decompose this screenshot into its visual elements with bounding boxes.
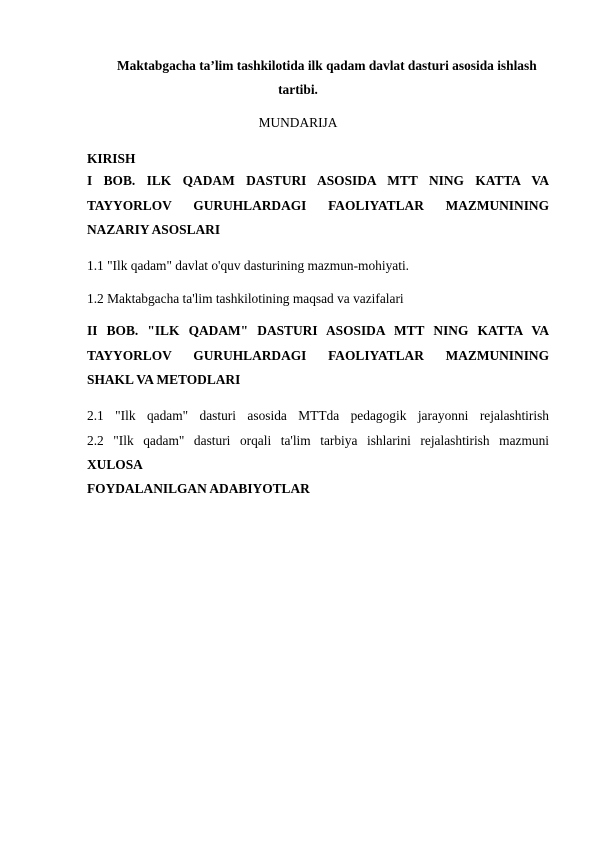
toc-chapter-1-line-1: I BOB. ILK QADAM DASTURI ASOSIDA MTT NING KATTA VA [87, 173, 549, 188]
document-title-line-1: Maktabgacha ta’lim tashkilotida ilk qadam davlat dasturi asosida ishlash [117, 58, 537, 73]
contents-heading: MUNDARIJA [258, 115, 338, 130]
toc-conclusion: XULOSA [87, 457, 143, 472]
toc-section-2-1: 2.1 "Ilk qadam" dasturi asosida MTTda pedagogik jarayonni rejalashtirish [87, 408, 549, 423]
toc-chapter-1-line-2: TAYYORLOV GURUHLARDAGI FAOLIYATLAR MAZMUNINING [87, 198, 549, 213]
toc-section-1-2: 1.2 Maktabgacha ta'lim tashkilotining maqsad va vazifalari [87, 291, 404, 306]
toc-chapter-2-line-3: SHAKL VA METODLARI [87, 372, 241, 387]
toc-chapter-2-line-2: TAYYORLOV GURUHLARDAGI FAOLIYATLAR MAZMUNINING [87, 348, 549, 363]
toc-references: FOYDALANILGAN ADABIYOTLAR [87, 481, 310, 496]
toc-chapter-2-line-1: II BOB. "ILK QADAM" DASTURI ASOSIDA MTT NING KATTA VA [87, 323, 549, 338]
toc-chapter-1-line-3: NAZARIY ASOSLARI [87, 222, 221, 237]
document-title-line-2: tartibi. [278, 82, 318, 97]
toc-section-2-2: 2.2 "Ilk qadam" dasturi orqali ta'lim tarbiya ishlarini rejalashtirish mazmuni [87, 433, 549, 448]
toc-intro: KIRISH [87, 151, 136, 166]
toc-section-1-1: 1.1 "Ilk qadam" davlat o'quv dasturining mazmun-mohiyati. [87, 258, 410, 273]
